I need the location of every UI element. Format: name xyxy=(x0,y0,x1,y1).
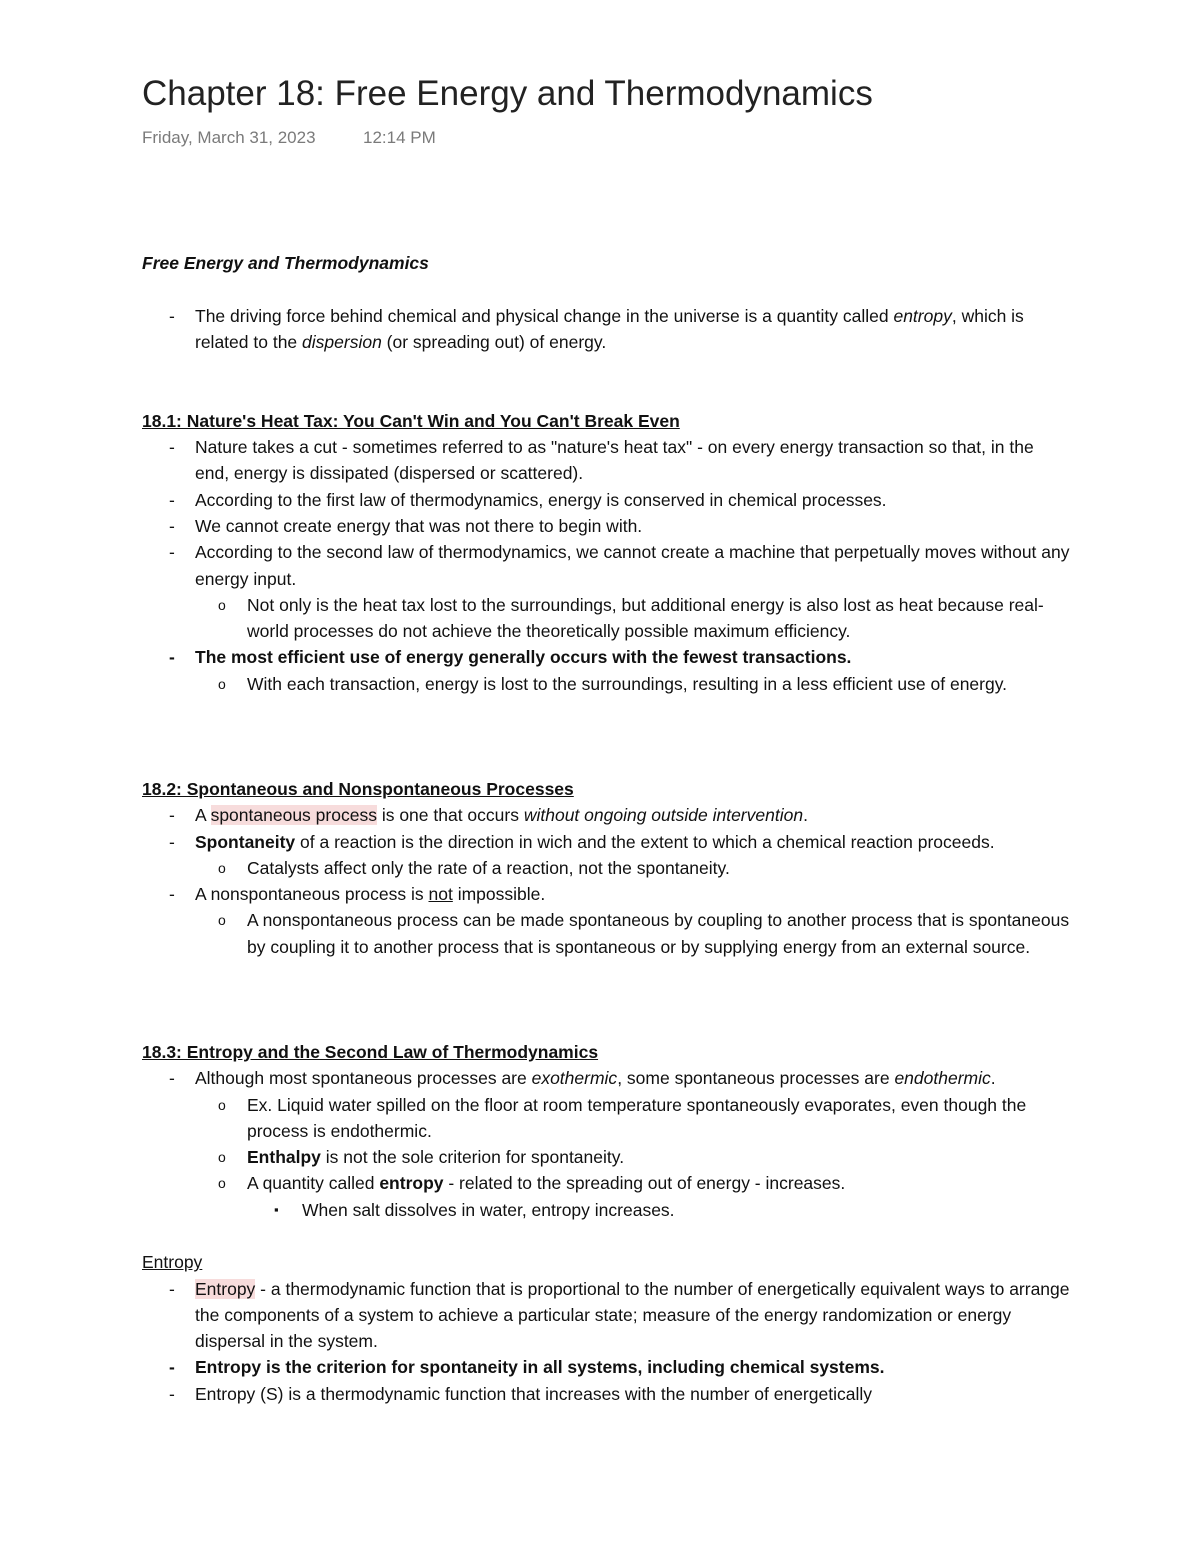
section-heading-18-1: 18.1: Nature's Heat Tax: You Can't Win and You Can't Break Even xyxy=(142,410,680,431)
page-date: Friday, March 31, 2023 xyxy=(142,128,316,147)
dash-marker: - xyxy=(169,647,175,668)
dash-marker: - xyxy=(169,1068,175,1089)
dash-marker: - xyxy=(169,1357,175,1378)
bullet-18-1-5: - The most efficient use of energy generally occurs with the fewest transactions. xyxy=(142,644,1072,670)
section-heading-18-2: 18.2: Spontaneous and Nonspontaneous Processes xyxy=(142,778,574,799)
section-heading-intro: Free Energy and Thermodynamics xyxy=(142,253,429,273)
dash-marker: - xyxy=(169,305,175,326)
bullet-18-2-3: - A nonspontaneous process is not impossible. xyxy=(142,881,1072,907)
subbullet-18-1-5-1: o With each transaction, energy is lost to the surroundings, resulting in a less efficient use of energy. xyxy=(142,671,1072,697)
bullet-entropy-3: - Entropy (S) is a thermodynamic function that increases with the number of energetically xyxy=(142,1381,1072,1407)
bullet-18-2-2: - Spontaneity of a reaction is the direction in wich and the extent to which a chemical reaction proceeds. xyxy=(142,829,1072,855)
dash-marker: - xyxy=(169,1383,175,1404)
dash-marker: - xyxy=(169,1278,175,1299)
circle-bullet-icon: o xyxy=(218,675,226,692)
dash-marker: - xyxy=(169,805,175,826)
dash-marker: - xyxy=(169,489,175,510)
bullet-intro-1: - The driving force behind chemical and physical change in the universe is a quantity called entropy, which is related to the dispersion (or spreading out) of energy. xyxy=(142,303,1072,356)
bullet-entropy-1: - Entropy - a thermodynamic function that is proportional to the number of energetically equivalent ways to arrange the components of a system to achieve a particular state; measure of the energy randomization or energy dispersal in the system. xyxy=(142,1276,1072,1355)
section-heading-18-3: 18.3: Entropy and the Second Law of Thermodynamics xyxy=(142,1041,599,1062)
bullet-18-1-1: - Nature takes a cut - sometimes referred to as "nature's heat tax" - on every energy transaction so that, in the end, energy is dissipated (dispersed or scattered). xyxy=(142,434,1072,487)
circle-bullet-icon: o xyxy=(218,1149,226,1166)
bullet-18-1-2: - According to the first law of thermodynamics, energy is conserved in chemical processes. xyxy=(142,487,1072,513)
subbullet-18-3-1-1: o Ex. Liquid water spilled on the floor at room temperature spontaneously evaporates, even though the process is endothermic. xyxy=(142,1092,1072,1145)
bullet-18-3-1: - Although most spontaneous processes are exothermic, some spontaneous processes are endothermic. xyxy=(142,1065,1072,1091)
subbullet-18-1-4-1: o Not only is the heat tax lost to the surroundings, but additional energy is also lost as heat because real-world processes do not achieve the theoretically possible maximum efficiency. xyxy=(142,592,1072,645)
dash-marker: - xyxy=(169,515,175,536)
subbullet-18-3-1-2: o Enthalpy is not the sole criterion for spontaneity. xyxy=(142,1144,1072,1170)
circle-bullet-icon: o xyxy=(218,1175,226,1192)
highlighted-term: spontaneous process xyxy=(210,805,377,826)
circle-bullet-icon: o xyxy=(218,912,226,929)
subbullet-18-2-2-1: o Catalysts affect only the rate of a reaction, not the spontaneity. xyxy=(142,855,1072,881)
circle-bullet-icon: o xyxy=(218,1096,226,1113)
dash-marker: - xyxy=(169,831,175,852)
bullet-18-2-1: - A spontaneous process is one that occurs without ongoing outside intervention. xyxy=(142,802,1072,828)
section-heading-entropy: Entropy xyxy=(142,1252,203,1273)
subbullet-18-2-3-1: o A nonspontaneous process can be made spontaneous by coupling to another process that is spontaneous by coupling it to another process that is spontaneous or by supplying energy from an external source. xyxy=(142,907,1072,960)
subbullet-18-3-1-3: o A quantity called entropy - related to the spreading out of energy - increases. xyxy=(142,1170,1072,1196)
dash-marker: - xyxy=(169,542,175,563)
bullet-18-1-3: - We cannot create energy that was not there to begin with. xyxy=(142,513,1072,539)
square-bullet-icon: ▪ xyxy=(274,1201,279,1217)
bullet-18-1-4: - According to the second law of thermodynamics, we cannot create a machine that perpetually moves without any energy input. xyxy=(142,539,1072,592)
circle-bullet-icon: o xyxy=(218,859,226,876)
note-body xyxy=(142,250,1072,1407)
subsubbullet-18-3-1-3-1: ▪ When salt dissolves in water, entropy increases. xyxy=(142,1197,1072,1223)
bullet-entropy-2: - Entropy is the criterion for spontaneity in all systems, including chemical systems. xyxy=(142,1354,1072,1380)
dash-marker: - xyxy=(169,437,175,458)
page-time: 12:14 PM xyxy=(363,128,436,147)
page-title: Chapter 18: Free Energy and Thermodynamics xyxy=(142,74,873,113)
circle-bullet-icon: o xyxy=(218,596,226,613)
dash-marker: - xyxy=(169,884,175,905)
highlighted-term: Entropy xyxy=(195,1278,256,1299)
